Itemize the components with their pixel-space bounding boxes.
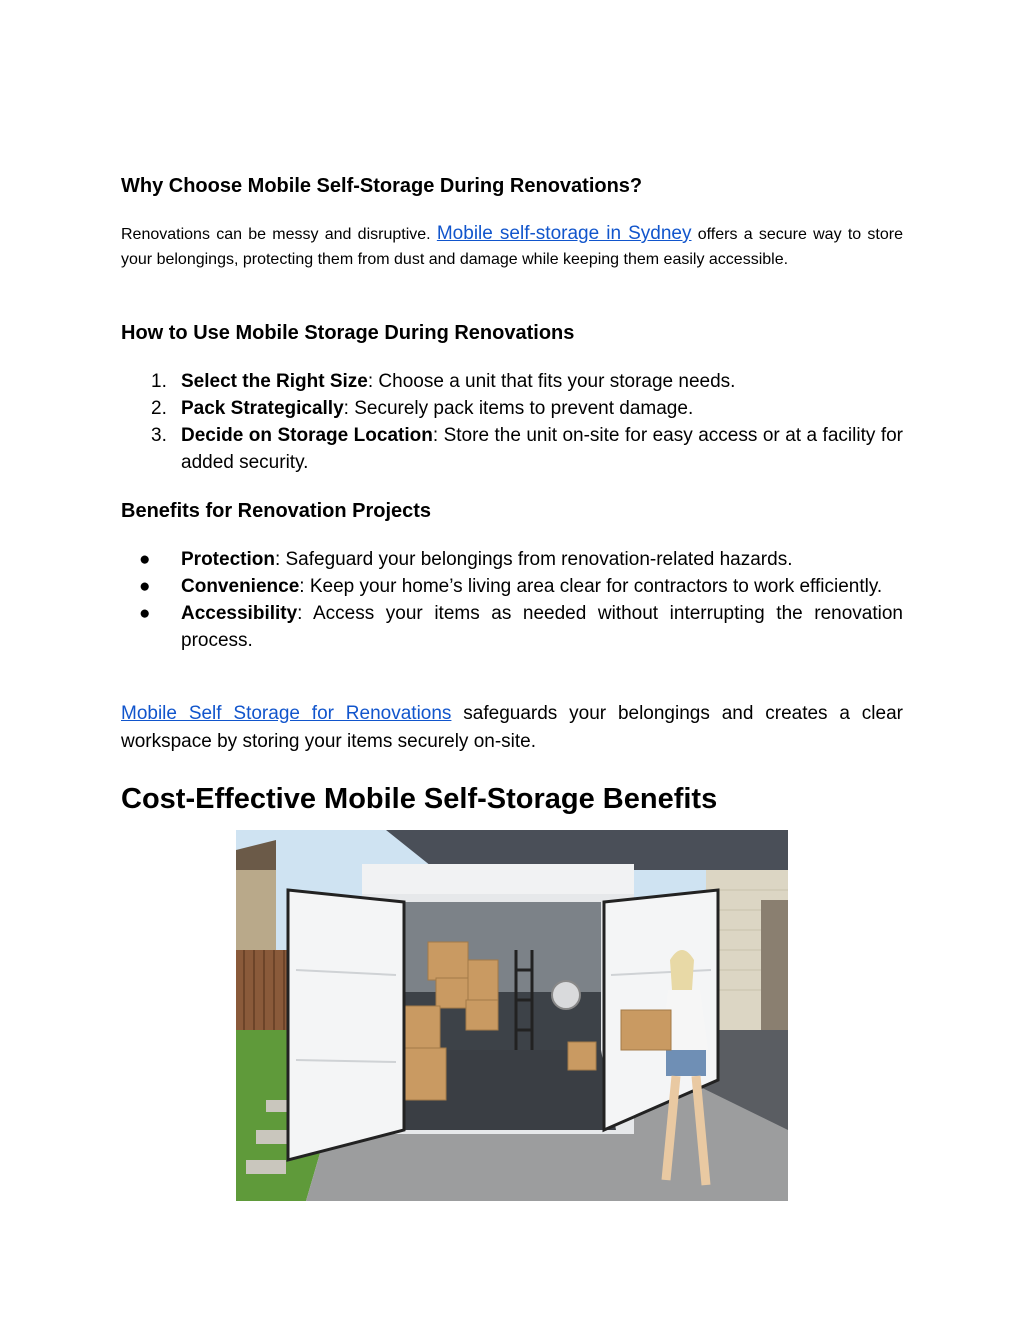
outro-text: safeguards your belongings and creates a clear workspace by storing your items securely on-site. [121,703,903,752]
storage-unit-photo [236,830,788,1201]
benefits-list [121,546,903,654]
list-item [121,422,903,476]
list-item [121,368,903,395]
list-item [121,546,903,573]
benefit-term: Convenience [181,576,300,597]
list-marker: 1. [151,371,167,392]
list-marker: 2. [151,398,167,419]
outro-paragraph [121,700,903,756]
benefit-desc: : Keep your home’s living area clear for contractors to work efficiently. [299,576,883,597]
step-desc: : Choose a unit that fits your storage needs. [367,371,736,392]
step-term: Pack Strategically [181,398,344,419]
intro-text-before: Renovations can be messy and disruptive. [121,226,437,243]
steps-list [121,368,903,476]
section-heading-how: How to Use Mobile Storage During Renovations [121,322,575,344]
step-desc: : Securely pack items to prevent damage. [343,398,694,419]
list-item [121,573,903,600]
bullet-icon: ● [139,603,151,624]
section-heading-why: Why Choose Mobile Self-Storage During Renovations? [121,175,643,197]
step-term: Decide on Storage Location [181,425,433,446]
step-desc: : Store the unit on-site for easy access or at a facility for added security. [181,425,903,473]
benefit-term: Protection [181,549,275,570]
list-marker: 3. [151,425,167,446]
benefit-term: Accessibility [181,603,298,624]
section-heading-cost-effective: Cost-Effective Mobile Self-Storage Benefits [121,783,718,815]
bullet-icon: ● [139,549,151,570]
list-item [121,600,903,654]
mobile-self-storage-sydney-link[interactable]: Mobile self-storage in Sydney [436,223,692,244]
benefit-desc: : Access your items as needed without interrupting the renovation process. [181,603,903,651]
bullet-icon: ● [139,576,151,597]
mobile-self-storage-renovations-link[interactable]: Mobile Self Storage for Renovations [121,703,452,724]
section-heading-benefits: Benefits for Renovation Projects [121,500,432,522]
intro-text-after: offers a secure way to store your belongings, protecting them from dust and damage while keeping them easily accessible. [121,226,903,268]
list-item [121,395,903,422]
intro-paragraph [121,222,903,272]
benefit-desc: : Safeguard your belongings from renovation-related hazards. [274,549,793,570]
step-term: Select the Right Size [181,371,368,392]
